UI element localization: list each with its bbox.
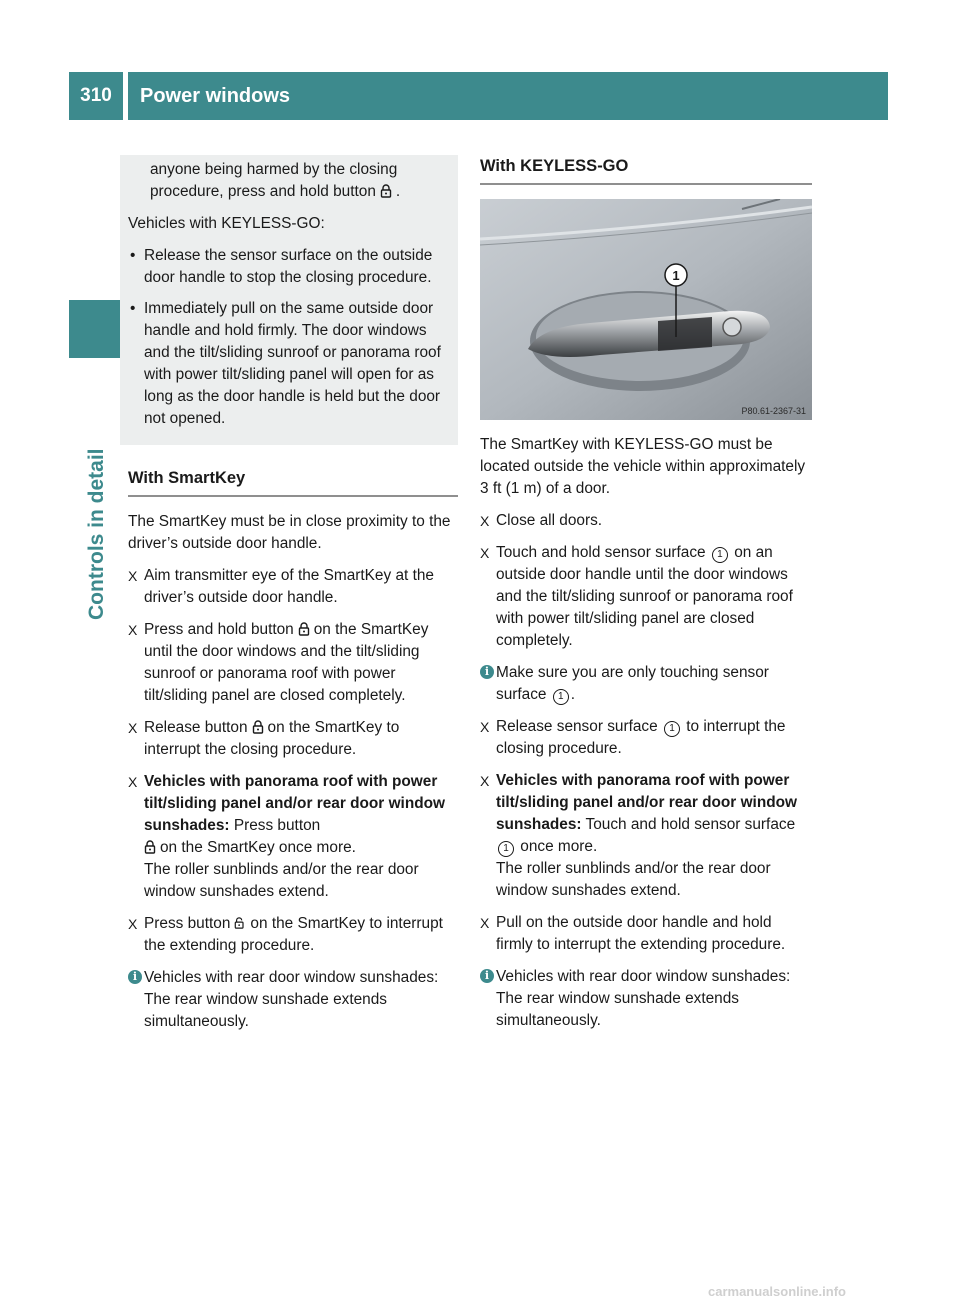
smartkey-intro: The SmartKey must be in close proximity to the driver’s outside door handle. — [128, 513, 451, 552]
info-text: Vehicles with rear door window sunshades: The rear window sunshade extends simultaneously. — [496, 968, 791, 1029]
info-icon: i — [480, 969, 494, 983]
continued-text-body: anyone being harmed by the closing procedure, press and hold button — [150, 161, 398, 200]
instruction-step — [480, 770, 812, 902]
instruction-step — [128, 913, 458, 957]
step-text: on the SmartKey until the door windows and the tilt/sliding sunroof or panorama roof with power tilt/sliding panel are closed completely. — [144, 621, 429, 704]
watermark-url: carmanualsonline.info — [708, 1284, 846, 1299]
period: . — [570, 686, 576, 703]
right-column — [480, 155, 812, 1042]
info-note — [480, 966, 812, 1032]
keyless-intro: The SmartKey with KEYLESS-GO must be located outside the vehicle within approximately 3 ft (1 m) of a door. — [480, 436, 806, 497]
step-text: once more. — [520, 838, 598, 855]
continued-text — [128, 159, 450, 203]
bullet-dot: • — [130, 300, 136, 317]
step-text: Release button — [144, 719, 248, 736]
lock-icon — [380, 184, 392, 198]
step-text: Release sensor surface — [496, 718, 658, 735]
list-item-text: Release the sensor surface on the outside door handle to stop the closing procedure. — [144, 247, 433, 286]
step-text: Touch and hold sensor surface — [496, 544, 706, 561]
list-item — [128, 245, 450, 289]
step-text: on the SmartKey to interrupt the extending procedure. — [144, 915, 443, 954]
keyless-heading: Vehicles with KEYLESS-GO: — [128, 215, 325, 232]
unlock-icon — [234, 916, 246, 930]
instruction-step — [480, 510, 812, 532]
side-chapter-label: Controls in detail — [85, 448, 108, 620]
step-arrow-icon: X — [128, 774, 138, 790]
step-text: Press and hold button — [144, 621, 294, 638]
step-text: Pull on the outside door handle and hold firmly to interrupt the extending procedure. — [496, 914, 786, 953]
instruction-step — [128, 619, 458, 707]
info-icon: i — [128, 970, 142, 984]
step-text: Touch and hold sensor surface — [585, 816, 796, 833]
step-arrow-icon: X — [128, 720, 138, 736]
instruction-step — [128, 565, 458, 609]
image-callout-number: 1 — [672, 268, 680, 283]
step-bold-text: Vehicles with panorama roof with power tilt/sliding panel and/or rear door window sunshades: — [144, 773, 445, 834]
step-text: on an outside door handle until the door windows and the tilt/sliding sunroof or panorama roof with power tilt/sliding panel are closed completely. — [496, 544, 793, 649]
step-text: Aim transmitter eye of the SmartKey at the driver’s outside door handle. — [144, 567, 434, 606]
step-arrow-icon: X — [480, 719, 490, 735]
list-item-text: Immediately pull on the same outside door handle and hold firmly. The door windows and the tilt/sliding sunroof or panorama roof with power tilt/sliding panel will open for as long as the door handle is held but the door not opened. — [144, 300, 441, 427]
step-arrow-icon: X — [480, 773, 490, 789]
step-text: Press button — [144, 915, 231, 932]
step-arrow-icon: X — [128, 916, 138, 932]
door-handle-photo — [480, 199, 812, 420]
step-bold-text: Vehicles with panorama roof with power tilt/sliding panel and/or rear door window sunshades: — [496, 772, 797, 833]
lock-icon — [144, 840, 156, 854]
left-column — [128, 155, 458, 1043]
period: . — [395, 183, 401, 200]
section-title-smartkey: With SmartKey — [128, 467, 458, 497]
side-tab-marker — [69, 300, 123, 358]
step-arrow-icon: X — [128, 622, 138, 638]
callout-one-icon: 1 — [553, 689, 569, 705]
lock-icon — [252, 720, 264, 734]
step-text: Close all doors. — [496, 512, 603, 529]
step-text: to interrupt the closing procedure. — [496, 718, 786, 757]
instruction-step — [480, 716, 812, 760]
step-arrow-icon: X — [480, 513, 490, 529]
callout-one-icon: 1 — [498, 841, 514, 857]
callout-one-icon: 1 — [664, 721, 680, 737]
info-text: Vehicles with rear door window sunshades: The rear window sunshade extends simultaneously. — [144, 969, 439, 1030]
info-text: Make sure you are only touching sensor surface — [496, 664, 769, 703]
instruction-step — [480, 912, 812, 956]
lock-icon — [298, 622, 310, 636]
instruction-step — [128, 771, 458, 903]
info-note — [128, 967, 458, 1033]
callout-one-icon: 1 — [712, 547, 728, 563]
step-text: Press button — [233, 817, 321, 834]
page-number: 310 — [69, 72, 123, 120]
instruction-step — [128, 717, 458, 761]
continued-box — [120, 155, 458, 445]
step-text: on the SmartKey once more. — [160, 839, 356, 856]
info-note — [480, 662, 812, 706]
section-title-keyless-go: With KEYLESS-GO — [480, 155, 812, 185]
step-result-text: The roller sunblinds and/or the rear door window sunshades extend. — [496, 860, 771, 899]
step-arrow-icon: X — [480, 545, 490, 561]
step-arrow-icon: X — [128, 568, 138, 584]
list-item — [128, 298, 450, 430]
page-title: Power windows — [128, 72, 888, 120]
step-result-text: The roller sunblinds and/or the rear door window sunshades extend. — [144, 861, 419, 900]
bullet-dot: • — [130, 247, 136, 264]
step-text: on the SmartKey to interrupt the closing procedure. — [144, 719, 400, 758]
step-arrow-icon: X — [480, 915, 490, 931]
image-code: P80.61-2367-31 — [741, 406, 806, 416]
instruction-step — [480, 542, 812, 652]
info-icon: i — [480, 665, 494, 679]
